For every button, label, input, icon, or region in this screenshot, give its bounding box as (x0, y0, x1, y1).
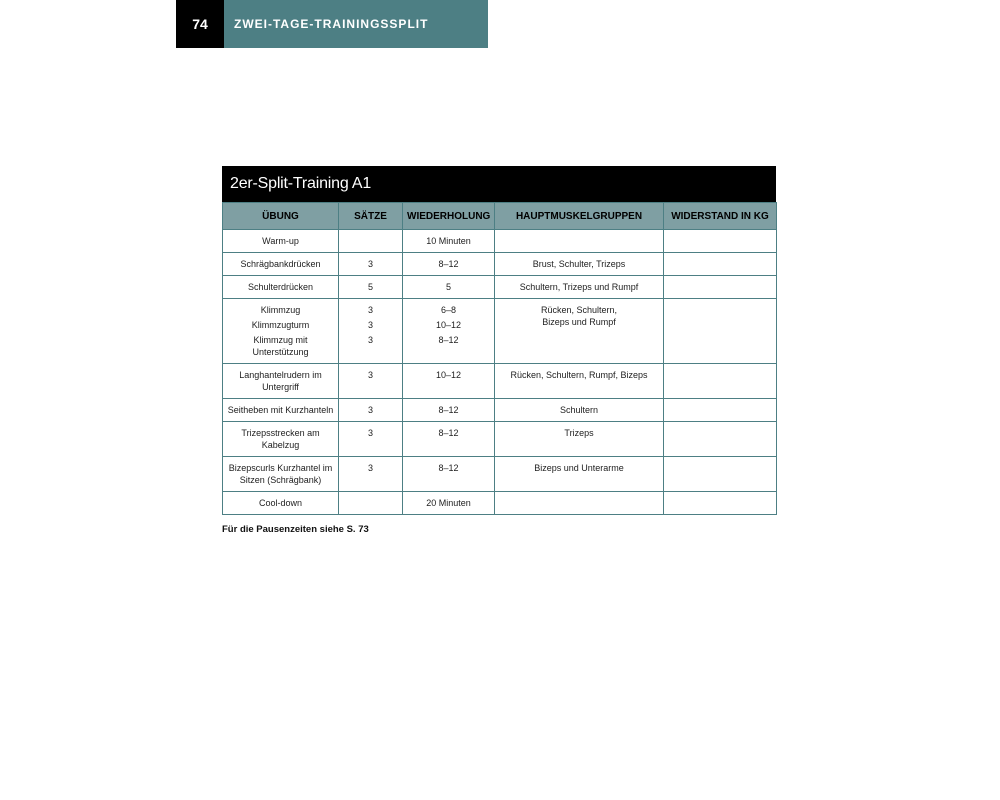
chapter-title: ZWEI-TAGE-TRAININGSSPLIT (224, 0, 488, 48)
table-header-row (223, 203, 777, 230)
resistance-cell (664, 230, 777, 253)
exercise-cell: Schrägbankdrücken (223, 253, 339, 276)
reps-cell: 10–12 (403, 364, 495, 399)
muscles-cell: Rücken, Schultern, Rumpf, Bizeps (495, 364, 664, 399)
sets-cell: 5 (339, 276, 403, 299)
reps-cell: 8–12 (403, 457, 495, 492)
sets-cell (339, 492, 403, 515)
table-row (223, 364, 777, 399)
reps-line: 10–12 (435, 320, 462, 330)
exercise-cell: Warm-up (223, 230, 339, 253)
column-header-sets: SÄTZE (339, 203, 403, 230)
sets-cell: 3 (339, 457, 403, 492)
table-row (223, 457, 777, 492)
reps-cell (403, 299, 495, 364)
muscles-cell: Brust, Schulter, Trizeps (495, 253, 664, 276)
table-row (223, 492, 777, 515)
resistance-cell (664, 364, 777, 399)
sets-line: 3 (367, 320, 373, 330)
muscles-cell: Rücken, Schultern, Bizeps und Rumpf (495, 299, 664, 364)
exercise-cell: Cool-down (223, 492, 339, 515)
muscles-cell (495, 230, 664, 253)
table-row (223, 253, 777, 276)
training-table-grid (222, 202, 777, 515)
sets-cell (339, 230, 403, 253)
exercise-line: Klimmzug mit Unterstützung (252, 335, 309, 357)
muscles-cell: Schultern (495, 399, 664, 422)
reps-cell: 10 Minuten (403, 230, 495, 253)
page-number: 74 (176, 0, 224, 48)
training-table (222, 166, 776, 515)
muscles-cell: Bizeps und Unterarme (495, 457, 664, 492)
reps-cell: 5 (403, 276, 495, 299)
resistance-cell (664, 276, 777, 299)
table-row (223, 276, 777, 299)
reps-cell: 8–12 (403, 422, 495, 457)
resistance-cell (664, 299, 777, 364)
resistance-cell (664, 422, 777, 457)
reps-line: 8–12 (438, 335, 459, 345)
table-title: 2er-Split-Training A1 (222, 166, 776, 202)
sets-cell: 3 (339, 422, 403, 457)
reps-cell: 8–12 (403, 253, 495, 276)
table-row (223, 399, 777, 422)
exercise-cell: Schulterdrücken (223, 276, 339, 299)
page-header (176, 0, 488, 48)
reps-cell: 20 Minuten (403, 492, 495, 515)
muscles-cell: Trizeps (495, 422, 664, 457)
resistance-cell (664, 457, 777, 492)
muscles-cell: Schultern, Trizeps und Rumpf (495, 276, 664, 299)
column-header-resistance: WIDERSTAND IN KG (664, 203, 777, 230)
resistance-cell (664, 253, 777, 276)
sets-line: 3 (367, 305, 373, 315)
reps-line: 6–8 (440, 305, 457, 315)
exercise-cell: Trizepsstrecken am Kabelzug (223, 422, 339, 457)
exercise-cell: Langhantelrudern im Untergriff (223, 364, 339, 399)
sets-line: 3 (367, 335, 373, 345)
sets-cell (339, 299, 403, 364)
resistance-cell (664, 399, 777, 422)
table-row (223, 422, 777, 457)
exercise-cell (223, 299, 339, 364)
exercise-line: Klimmzug (260, 305, 301, 315)
table-row (223, 299, 777, 364)
exercise-cell: Bizepscurls Kurzhantel im Sitzen (Schrägbank) (223, 457, 339, 492)
exercise-line: Klimmzugturm (251, 320, 310, 330)
footnote: Für die Pausenzeiten siehe S. 73 (222, 524, 369, 535)
sets-cell: 3 (339, 399, 403, 422)
sets-cell: 3 (339, 364, 403, 399)
resistance-cell (664, 492, 777, 515)
column-header-exercise: ÜBUNG (223, 203, 339, 230)
muscles-cell (495, 492, 664, 515)
reps-cell: 8–12 (403, 399, 495, 422)
table-row (223, 230, 777, 253)
sets-cell: 3 (339, 253, 403, 276)
column-header-muscles: HAUPTMUSKELGRUPPEN (495, 203, 664, 230)
column-header-reps: WIEDERHOLUNG (403, 203, 495, 230)
exercise-cell: Seitheben mit Kurzhanteln (223, 399, 339, 422)
